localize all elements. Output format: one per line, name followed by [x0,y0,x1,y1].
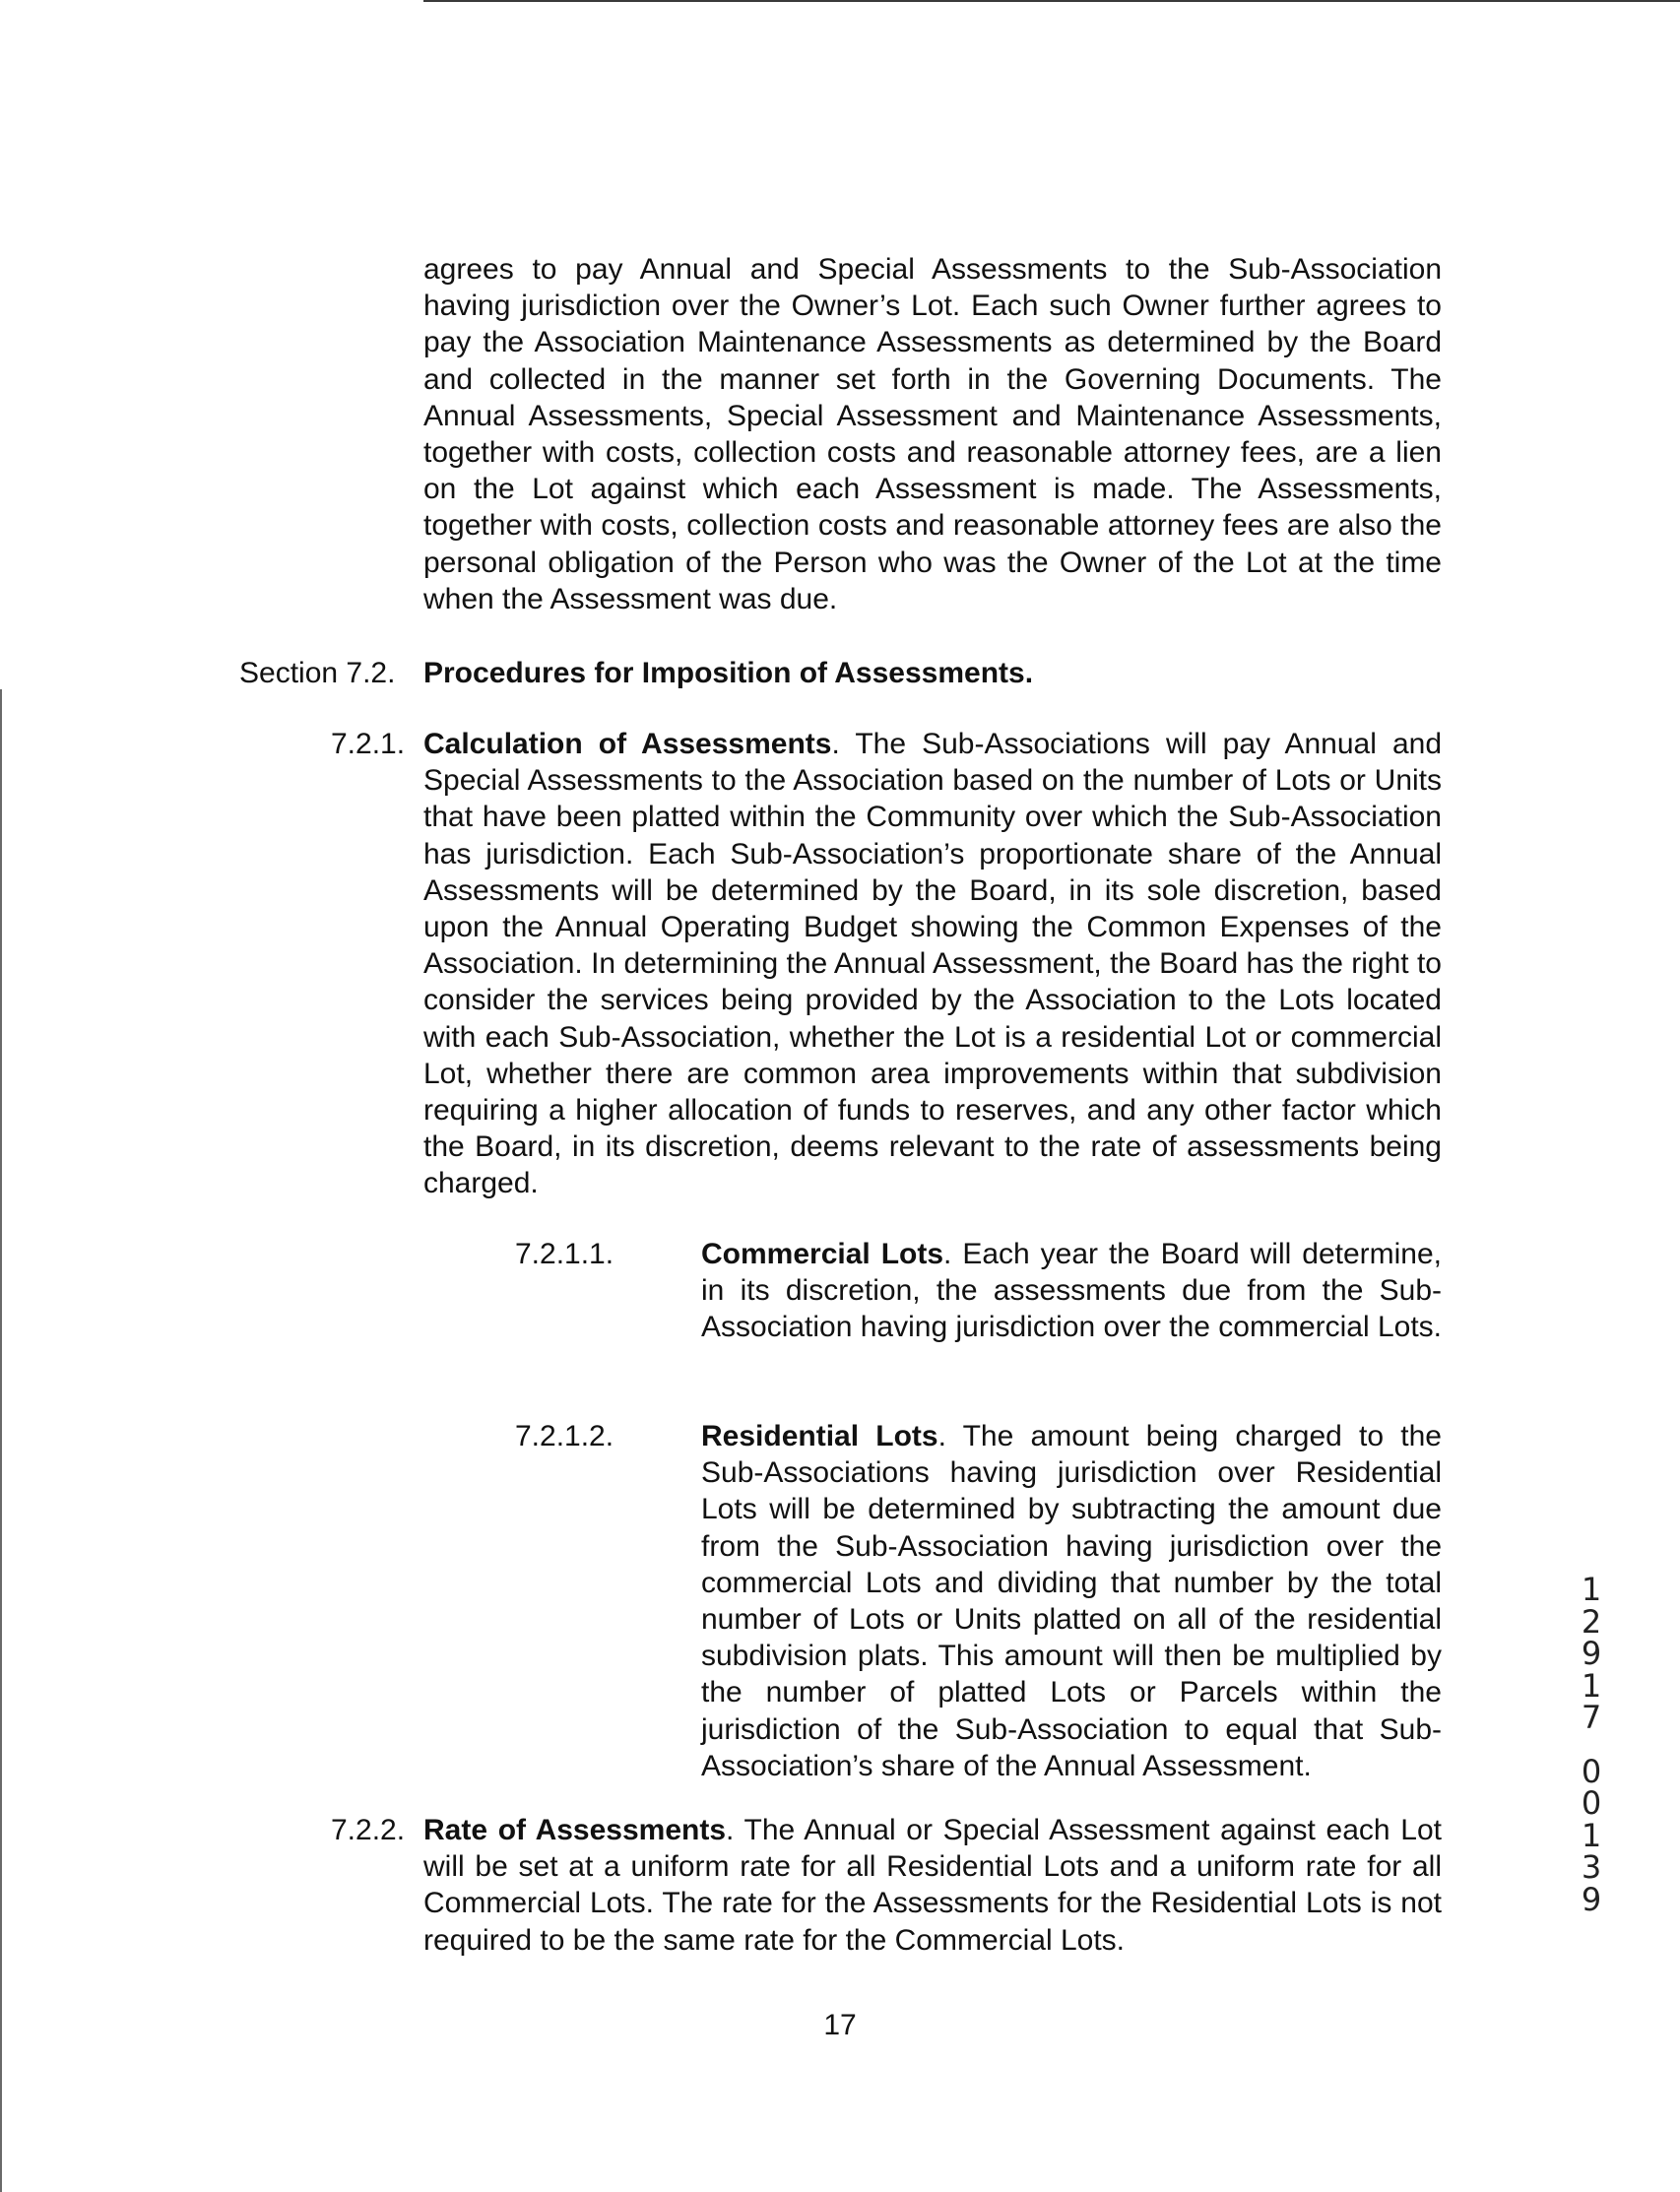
stamp-digit: 1 [1581,1571,1602,1608]
section-7-2-1-2-paragraph [701,1418,1442,1784]
section-7-2-1-heading: Calculation of Assessments [423,728,832,760]
section-7-2-1-paragraph [423,726,1442,1202]
section-7-2-1-2-number: 7.2.1.2. [515,1420,614,1452]
section-7-2-1-2-heading: Residential Lots [701,1420,938,1452]
section-7-2-2-heading: Rate of Assessments [423,1814,727,1846]
section-7-2-1-1-number: 7.2.1.1. [515,1238,614,1270]
section-7-2-1-number: 7.2.1. [331,728,406,760]
stamp-digit: 1 [1581,1666,1602,1705]
stamp-digit: 2 [1581,1602,1602,1641]
page-number: 17 [823,2009,857,2041]
stamp-digit: 3 [1581,1848,1602,1886]
section-7-2-2-body: . The Annual or Special Assessment against each Lot will be set at a uniform rate for all Residential Lots and a uniform rate for all Commercial Lots. The rate for the Assessments for the Residential Lots is not required to be the same rate for the Commercial Lots. [423,1814,1442,1957]
scan-top-edge [423,0,1680,2]
section-7-2-2-paragraph [423,1812,1442,1959]
stamp-digit: 1 [1581,1816,1602,1854]
section-7-2-2-number: 7.2.2. [331,1814,406,1846]
stamp-digit: 9 [1581,1880,1602,1918]
stamp-digit: 7 [1581,1699,1602,1736]
section-7-2-1-2-body: . The amount being charged to the Sub-Associations having jurisdiction over Residential Lots will be determined by subtracting the amount due from the Sub-Association having jurisdiction over the commercial Lots and dividing that number by the total number of Lots or Units platted on all of the residential subdivision plats. This amount will then be multiplied by the number of platted Lots or Parcels within the jurisdiction of the Sub-Association to equal that Sub-Association’s share of the Annual Assessment. [701,1420,1442,1782]
section-7-2-1-1-body: . Each year the Board will determine, in its discretion, the assessments due from the Sub-Association having jurisdiction over the commercial Lots. [701,1238,1443,1344]
section-7-2-title: Procedures for Imposition of Assessments. [423,657,1034,689]
section-7-2-1-body: . The Sub-Associations will pay Annual and Special Assessments to the Association based on the number of Lots or Units that have been platted within the Community over which the Sub-Association has jurisdiction. Each Sub-Association’s proportionate share of the Annual Assessments will be determined by the Board, in its sole discretion, based upon the Annual Operating Budget showing the Common Expenses of the Association. In determining the Annual Assessment, the Board has the right to consider the services being provided by the Association to the Lots located with each Sub-Association, whether the Lot is a residential Lot or commercial Lot, whether there are common area improvements within that subdivision requiring a higher allocation of funds to reserves, and any other factor which the Board, in its discretion, deems relevant to the rate of assessments being charged. [423,728,1442,1200]
stamp-digit: 9 [1581,1635,1602,1672]
section-7-2-label: Section 7.2. [239,657,396,689]
recording-stamp [1572,1571,1611,1918]
intro-paragraph: agrees to pay Annual and Special Assessments to the Sub-Association having jurisdiction over the Owner’s Lot. Each such Owner further agrees to pay the Association Maintenance Assessments as determined by the Board and collected in the manner set forth in the Governing Documents. The Annual Assessments, Special Assessment and Maintenance Assessments, together with costs, collection costs and reasonable attorney fees, are a lien on the Lot against which each Assessment is made. The Assessments, together with costs, collection costs and reasonable attorney fees are also the personal obligation of the Person who was the Owner of the Lot at the time when the Assessment was due. [423,253,1442,615]
scan-left-edge [0,689,2,2192]
section-7-2-1-1-heading: Commercial Lots [701,1238,944,1270]
section-7-2-1-1-paragraph [701,1236,1442,1346]
stamp-digit: 0 [1581,1752,1602,1790]
stamp-digit: 0 [1581,1784,1602,1822]
